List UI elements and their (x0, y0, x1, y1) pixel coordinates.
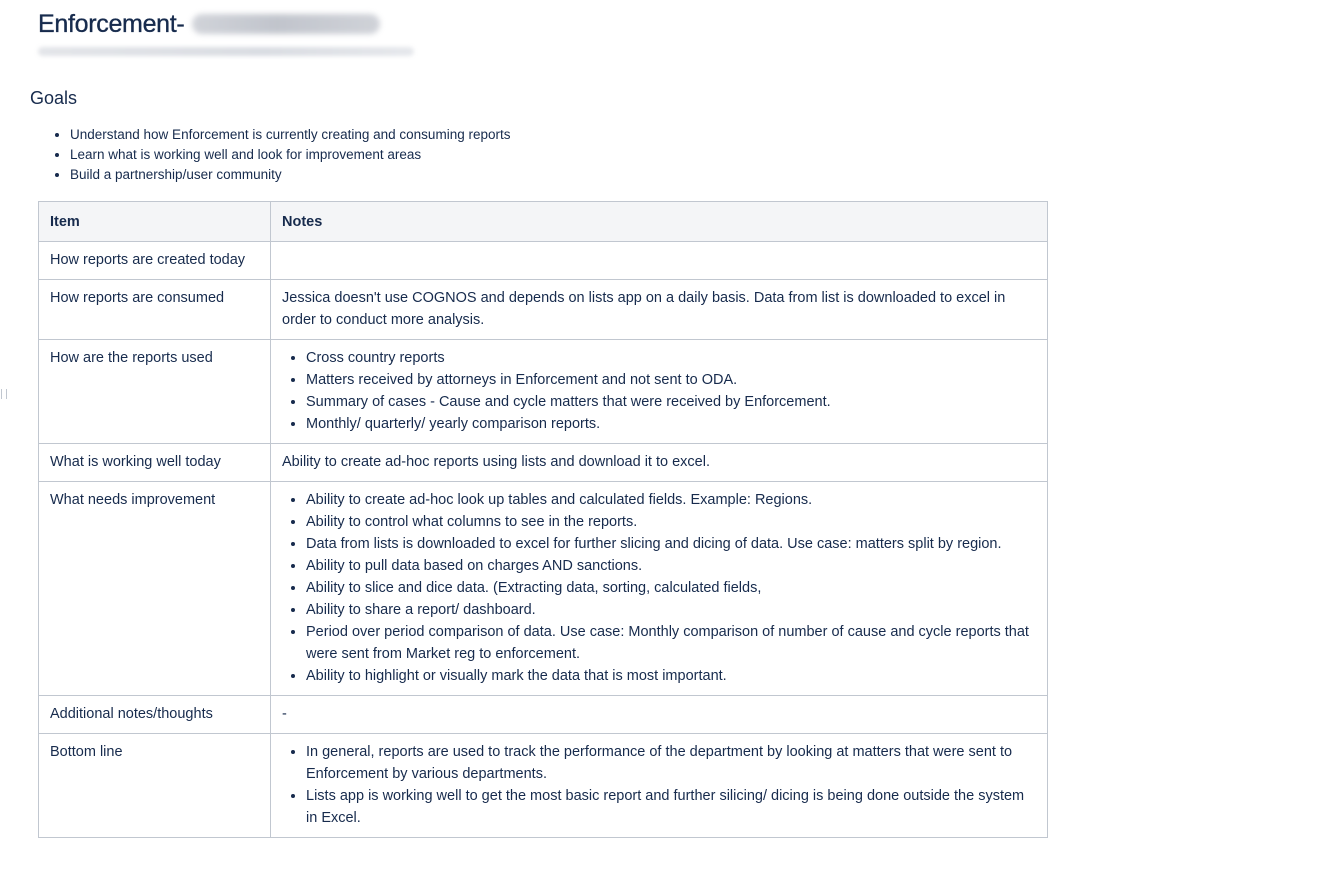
notes-bullet-list (282, 489, 1036, 687)
list-item: • Data from lists is downloaded to excel for further slicing and dicing of data. Use case: matters split by region. (306, 533, 1036, 555)
page-title: Enforcement- (38, 9, 185, 38)
list-item: • Summary of cases - Cause and cycle matters that were received by Enforcement. (306, 391, 1036, 413)
table-row (39, 696, 1048, 734)
list-item: • Ability to slice and dice data. (Extracting data, sorting, calculated fields, (306, 577, 1036, 599)
sidebar-resize-handle[interactable] (1, 389, 7, 399)
redacted-name-blur (192, 14, 380, 34)
notes-cell (271, 734, 1048, 838)
item-cell: Bottom line (39, 734, 271, 838)
list-item: • Monthly/ quarterly/ yearly comparison reports. (306, 413, 1036, 435)
notes-cell: Ability to create ad-hoc reports using lists and download it to excel. (271, 444, 1048, 482)
notes-table (38, 201, 1048, 838)
goals-list (52, 125, 510, 185)
list-item: • Period over period comparison of data. Use case: Monthly comparison of number of cause and cycle reports that were sent from Market reg to enforcement. (306, 621, 1036, 665)
goals-heading: Goals (30, 88, 78, 108)
item-cell: How are the reports used (39, 340, 271, 444)
list-item: • Matters received by attorneys in Enforcement and not sent to ODA. (306, 369, 1036, 391)
item-cell: Additional notes/thoughts (39, 696, 271, 734)
list-item: • Ability to pull data based on charges AND sanctions. (306, 555, 1036, 577)
notes-bullet-list (282, 347, 1036, 435)
notes-cell: - (271, 696, 1048, 734)
table-row (39, 444, 1048, 482)
list-item: • Learn what is working well and look for improvement areas (70, 145, 510, 165)
notes-cell (271, 340, 1048, 444)
list-item: • Understand how Enforcement is currently creating and consuming reports (70, 125, 510, 145)
table-row (39, 280, 1048, 340)
list-item: • Cross country reports (306, 347, 1036, 369)
list-item: • In general, reports are used to track the performance of the department by looking at matters that were sent to Enforcement by various departments. (306, 741, 1036, 785)
page-title-row (38, 7, 380, 41)
column-header-notes: Notes (271, 202, 1048, 242)
notes-cell: Jessica doesn't use COGNOS and depends on lists app on a daily basis. Data from list is downloaded to excel in order to conduct more analysis. (271, 280, 1048, 340)
redacted-byline-blur (38, 47, 414, 56)
list-item: • Build a partnership/user community (70, 165, 510, 185)
list-item: • Ability to highlight or visually mark the data that is most important. (306, 665, 1036, 687)
item-cell: How reports are created today (39, 242, 271, 280)
column-header-item: Item (39, 202, 271, 242)
notes-cell (271, 242, 1048, 280)
table-header-row (39, 202, 1048, 242)
item-cell: How reports are consumed (39, 280, 271, 340)
notes-bullet-list (282, 741, 1036, 829)
list-item: • Ability to share a report/ dashboard. (306, 599, 1036, 621)
list-item: • Ability to create ad-hoc look up tables and calculated fields. Example: Regions. (306, 489, 1036, 511)
table-row (39, 734, 1048, 838)
notes-cell (271, 482, 1048, 696)
item-cell: What is working well today (39, 444, 271, 482)
item-cell: What needs improvement (39, 482, 271, 696)
list-item: • Ability to control what columns to see in the reports. (306, 511, 1036, 533)
table-row (39, 340, 1048, 444)
list-item: • Lists app is working well to get the most basic report and further silicing/ dicing is being done outside the system in Excel. (306, 785, 1036, 829)
table-row (39, 482, 1048, 696)
table-row (39, 242, 1048, 280)
